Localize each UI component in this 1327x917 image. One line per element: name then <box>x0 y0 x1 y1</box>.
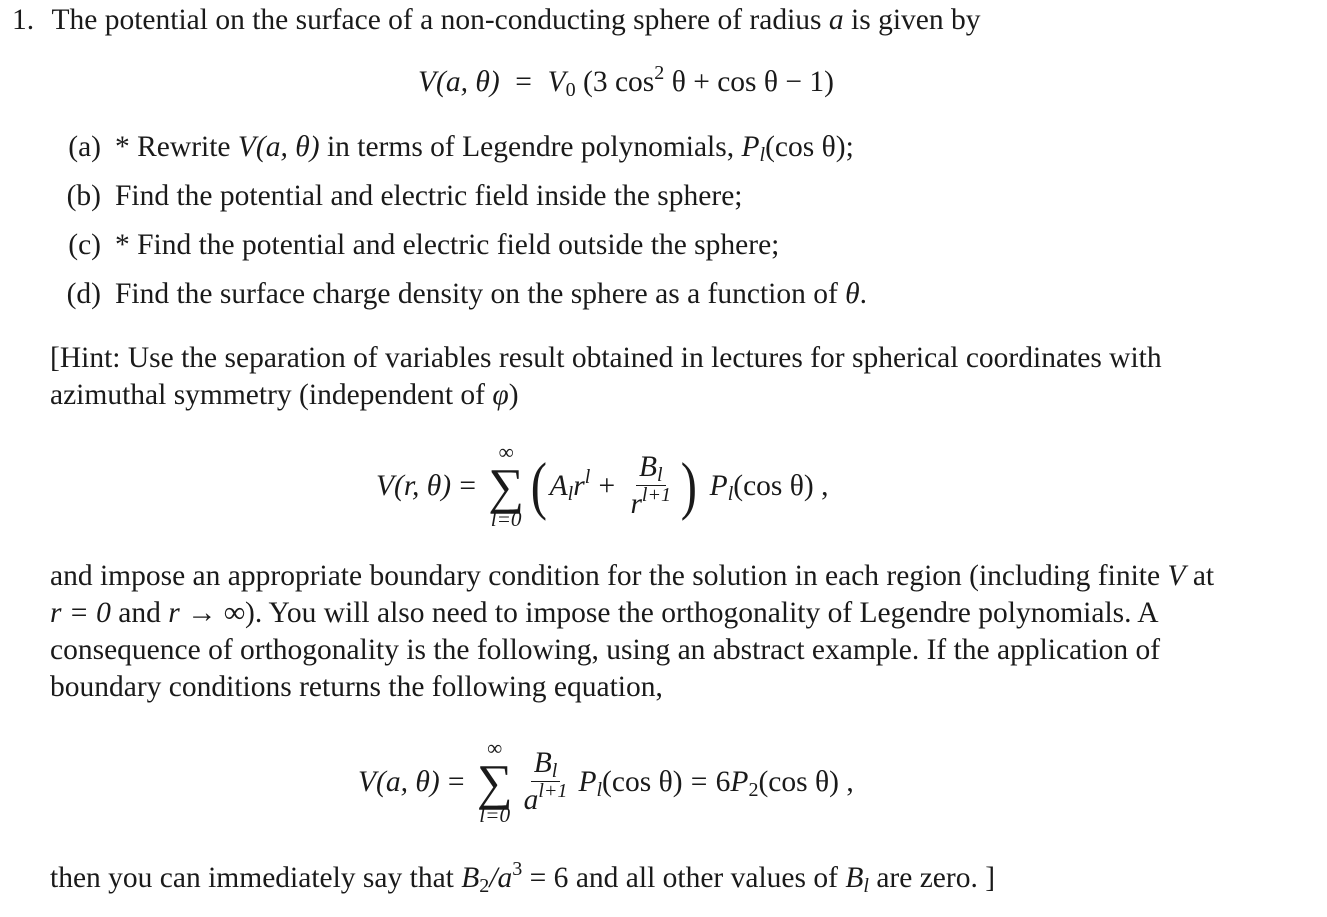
eq2-p-sub: l <box>727 482 734 505</box>
eq2-left-paren: ( <box>530 450 547 523</box>
eq2-den-sup: l+1 <box>641 484 672 507</box>
eq1-body-a: (3 cos <box>583 66 655 98</box>
part-c <box>0 231 779 261</box>
eq1-v0-sub: 0 <box>565 79 576 101</box>
para2-v: V <box>1167 560 1186 592</box>
part-d-end: . <box>859 278 868 310</box>
eq3-equals: = <box>447 765 465 798</box>
radius-var: a <box>828 4 844 36</box>
conclusion-b: and all other values of <box>575 862 838 894</box>
eq3-fraction <box>521 748 571 816</box>
part-d <box>0 280 867 310</box>
eq2-b-sub: l <box>656 464 663 487</box>
eq3-equals-2: = <box>690 765 708 798</box>
eq2-plus: + <box>598 469 616 502</box>
part-a-math: V(a, θ) <box>237 131 320 163</box>
eq2-a: A <box>549 469 568 502</box>
part-b-text: Find the potential and electric field inside the sphere; <box>115 180 743 212</box>
eq1-square: 2 <box>654 61 665 84</box>
conclusion-bl: B <box>845 862 864 894</box>
hint-close: ) <box>508 379 519 411</box>
eq3-b-sub: l <box>551 760 558 783</box>
conclusion-b2: B <box>461 862 480 894</box>
eq3-sum-symbol: ∑ <box>476 754 513 811</box>
eq2-b: B <box>638 451 657 484</box>
eq2-sum-symbol: ∑ <box>488 458 525 515</box>
conclusion-slash-a: /a <box>489 862 513 894</box>
eq3-b: B <box>533 747 552 780</box>
problem-number: 1. <box>12 4 35 36</box>
hint-text: [Hint: Use the separation of variables result obtained in lectures for spherical coordinates with azimuthal symmetry (independent of <box>50 342 1162 411</box>
eq3-den-sup: l+1 <box>538 780 568 803</box>
problem-intro: The potential on the surface of a non-conducting sphere of radius <box>51 4 822 36</box>
hint-phi: φ <box>492 379 509 411</box>
part-a-star: * <box>115 131 130 163</box>
equation-example <box>358 738 854 827</box>
para2-r0: r = 0 <box>50 597 111 629</box>
part-b <box>0 182 743 212</box>
conclusion-cube: 3 <box>512 857 523 880</box>
part-a-text-a: Rewrite <box>137 131 231 163</box>
eq2-fraction <box>627 452 674 520</box>
part-d-label: (d) <box>66 278 101 310</box>
equation-general-solution <box>376 442 829 531</box>
hint-paragraph <box>50 340 1215 414</box>
eq2-r: r <box>573 469 585 502</box>
eq2-sum-lower: l=0 <box>490 507 522 532</box>
para2-a: and impose an appropriate boundary condition for the solution in each region (including finite <box>50 560 1161 592</box>
conclusion-eq: = 6 <box>529 862 569 894</box>
conclusion-line <box>50 857 996 897</box>
eq2-p: P <box>709 469 728 502</box>
para2-b: at <box>1192 560 1215 592</box>
part-d-text: Find the surface charge density on the sphere as a function of <box>115 278 838 310</box>
eq3-six: 6 <box>715 765 731 798</box>
part-c-label: (c) <box>68 229 101 261</box>
eq2-summation <box>488 442 524 531</box>
eq2-r-sup: l <box>584 465 591 488</box>
part-d-theta: θ <box>845 278 860 310</box>
equation-surface-potential <box>418 61 834 101</box>
eq2-sum-upper: ∞ <box>498 440 514 464</box>
part-a-text-b: in terms of Legendre polynomials, <box>326 131 735 163</box>
eq3-p2: P <box>730 765 749 798</box>
part-a-p-sub: l <box>759 144 766 166</box>
para2-c: and <box>118 597 161 629</box>
eq1-v0: V <box>547 66 566 98</box>
problem-statement <box>12 6 980 36</box>
part-c-text: Find the potential and electric field outside the sphere; <box>137 229 780 261</box>
conclusion-a: then you can immediately say that <box>50 862 454 894</box>
eq1-body-b: θ + cos θ − 1) <box>671 66 834 98</box>
part-a-p-arg: (cos θ); <box>765 131 854 163</box>
eq1-lhs: V(a, θ) <box>418 66 500 98</box>
eq3-sum-lower: l=0 <box>479 803 511 828</box>
eq3-p2-arg: (cos θ) , <box>758 765 854 798</box>
orthogonality-paragraph <box>50 558 1215 706</box>
eq3-p-arg: (cos θ) <box>602 765 683 798</box>
part-a <box>0 131 854 166</box>
eq2-den-r: r <box>630 488 642 521</box>
eq3-p: P <box>578 765 597 798</box>
eq2-lhs: V(r, θ) <box>376 469 452 502</box>
part-c-star: * <box>115 229 130 261</box>
eq3-den-a: a <box>523 784 539 817</box>
eq1-equals: = <box>515 66 532 98</box>
eq2-p-arg: (cos θ) , <box>733 469 829 502</box>
eq3-summation <box>477 738 513 827</box>
para2-d: ). You will also need to impose the orthogonality of Legendre polynomials. A consequence of orthogonality is the following, using an abstract example. If the application of boundary conditions returns the following equation, <box>50 597 1161 703</box>
conclusion-b2-sub: 2 <box>479 875 490 897</box>
conclusion-c: are zero. ] <box>876 862 996 894</box>
eq3-lhs: V(a, θ) <box>358 765 440 798</box>
problem-intro-end: is given by <box>851 4 981 36</box>
conclusion-bl-sub: l <box>863 875 869 897</box>
part-b-label: (b) <box>66 180 101 212</box>
part-a-p: P <box>741 131 760 163</box>
eq3-p-sub: l <box>596 778 603 801</box>
part-a-label: (a) <box>68 131 101 163</box>
eq3-p2-sub: 2 <box>748 778 759 801</box>
para2-rinf: r → ∞ <box>168 597 245 629</box>
eq3-sum-upper: ∞ <box>487 736 503 760</box>
eq2-equals: = <box>459 469 477 502</box>
eq2-a-sub: l <box>567 482 574 505</box>
eq2-right-paren: ) <box>680 450 697 523</box>
